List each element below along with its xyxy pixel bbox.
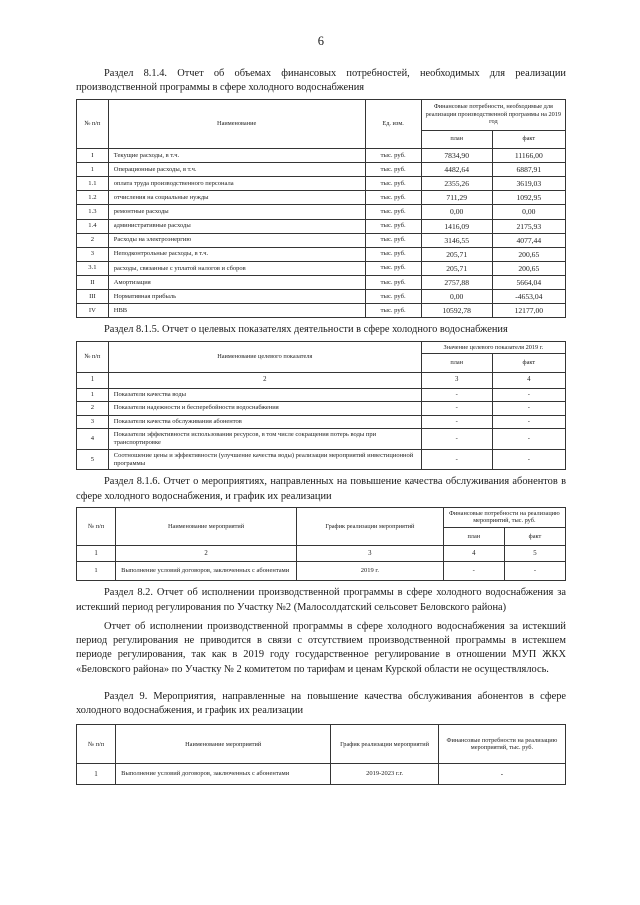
cell-name: НВВ xyxy=(108,304,365,318)
page-number: 6 xyxy=(317,34,325,48)
cell-plan: - xyxy=(421,449,492,470)
cell-no: 3.1 xyxy=(77,261,109,275)
cell-name: отчисления на социальные нужды xyxy=(108,191,365,205)
cell-schedule: 2019 г. xyxy=(297,562,444,581)
col-header-plan: план xyxy=(421,130,492,149)
cell-plan: 1416,09 xyxy=(421,219,492,233)
col-header-plan: план xyxy=(443,527,504,546)
cell-unit: тыс. руб. xyxy=(365,205,421,219)
col-header-fact: факт xyxy=(492,130,565,149)
cell-unit: тыс. руб. xyxy=(365,191,421,205)
cell-colnum-2: 2 xyxy=(108,372,421,388)
cell-colnum-4: 4 xyxy=(443,546,504,562)
table-row xyxy=(77,415,566,429)
col-header-fact: факт xyxy=(504,527,565,546)
cell-fact: 0,00 xyxy=(492,205,565,219)
cell-plan: 2355,26 xyxy=(421,177,492,191)
section-8-1-4-heading: Раздел 8.1.4. Отчет об объемах финансовых потребностей, необходимых для реализации производственной программы в сфере холодного водоснабжения xyxy=(76,68,566,94)
cell-fact: 3619,03 xyxy=(492,177,565,191)
cell-no: IV xyxy=(77,304,109,318)
table-row xyxy=(77,219,566,233)
table-row xyxy=(77,562,566,581)
cell-unit: тыс. руб. xyxy=(365,304,421,318)
cell-no: 1 xyxy=(77,163,109,177)
cell-plan: 7834,90 xyxy=(421,149,492,163)
cell-fact: 11166,00 xyxy=(492,149,565,163)
cell-name: Расходы на электроэнергию xyxy=(108,233,365,247)
cell-unit: тыс. руб. xyxy=(365,247,421,261)
col-header-schedule: График реализации мероприятий xyxy=(331,725,439,764)
cell-plan: 10592,78 xyxy=(421,304,492,318)
table-row xyxy=(77,261,566,275)
cell-plan: - xyxy=(421,415,492,429)
cell-name: Показатели эффективности использования ресурсов, в том числе сокращения потерь воды при транспортировке xyxy=(108,429,421,450)
column-numbering-row xyxy=(77,546,566,562)
cell-plan: - xyxy=(421,388,492,402)
cell-name: Текущие расходы, в т.ч. xyxy=(108,149,365,163)
col-header-name: Наименование целевого показателя xyxy=(108,341,421,372)
col-header-name: Наименование мероприятий xyxy=(116,507,297,546)
cell-fact: 4077,44 xyxy=(492,233,565,247)
section-8-2-body: Отчет об исполнении производственной программы в сфере холодного водоснабжения за истекший период регулирования не приводится в связи с отсутствием производственной программы в истекшем периоде регулирования, так как в 2019 году государственное регулирование в отношении МУП ЖКХ «Беловского района» по Участку № 2 комитетом по тарифам и ценам Курской области не осуществлялось. xyxy=(76,620,566,675)
cell-name: Показатели качества воды xyxy=(108,388,421,402)
cell-name: административные расходы xyxy=(108,219,365,233)
cell-name: Показатели надежности и бесперебойности водоснабжения xyxy=(108,402,421,416)
col-header-no: № п/п xyxy=(77,99,109,149)
table-row xyxy=(77,429,566,450)
cell-no: 1.2 xyxy=(77,191,109,205)
cell-no: 2 xyxy=(77,402,109,416)
table-row xyxy=(77,388,566,402)
cell-name: Амортизация xyxy=(108,275,365,289)
col-header-no: № п/п xyxy=(77,507,116,546)
cell-unit: тыс. руб. xyxy=(365,149,421,163)
cell-plan: 0,00 xyxy=(421,290,492,304)
cell-colnum-1: 1 xyxy=(77,372,109,388)
cell-plan: 0,00 xyxy=(421,205,492,219)
cell-unit: тыс. руб. xyxy=(365,275,421,289)
cell-unit: тыс. руб. xyxy=(365,261,421,275)
cell-plan: 711,29 xyxy=(421,191,492,205)
table-row xyxy=(77,149,566,163)
table-row xyxy=(77,191,566,205)
column-numbering-row xyxy=(77,372,566,388)
cell-name: Нормативная прибыль xyxy=(108,290,365,304)
cell-fact: - xyxy=(492,388,565,402)
cell-no: 1.3 xyxy=(77,205,109,219)
col-header-finance: Финансовые потребности на реализацию мероприятий, тыс. руб. xyxy=(443,507,565,527)
cell-fact: -4653,04 xyxy=(492,290,565,304)
cell-fact: 200,65 xyxy=(492,247,565,261)
section-8-1-6-heading: Раздел 8.1.6. Отчет о мероприятиях, направленных на повышение качества обслуживания абонентов в сфере холодного водоснабжения, и график их реализации xyxy=(76,476,566,502)
cell-fact: - xyxy=(492,449,565,470)
cell-name: Операционные расходы, в т.ч. xyxy=(108,163,365,177)
col-header-fact: факт xyxy=(492,354,565,373)
table-service-quality-measures-body xyxy=(77,562,566,581)
cell-no: 1.4 xyxy=(77,219,109,233)
cell-fact: 6887,91 xyxy=(492,163,565,177)
col-header-finance: Финансовые потребности, необходимые для реализации производственной программы на 2019 год xyxy=(421,99,565,130)
cell-unit: тыс. руб. xyxy=(365,163,421,177)
cell-fact: 12177,00 xyxy=(492,304,565,318)
cell-unit: тыс. руб. xyxy=(365,290,421,304)
cell-name: Неподконтрольные расходы, в т.ч. xyxy=(108,247,365,261)
table-row xyxy=(77,449,566,470)
cell-plan: - xyxy=(421,429,492,450)
table-row xyxy=(77,205,566,219)
table-row xyxy=(77,290,566,304)
col-header-name: Наименование xyxy=(108,99,365,149)
table-financial-needs-body xyxy=(77,149,566,318)
table-row xyxy=(77,304,566,318)
cell-colnum-2: 2 xyxy=(116,546,297,562)
table-row xyxy=(77,163,566,177)
section-8-2-heading: Раздел 8.2. Отчет об исполнении производственной программы в сфере холодного водоснабжения за истекший период регулирования по Участку №2 (Малосолдатский сельсовет Беловского района) xyxy=(76,587,566,613)
section-9-heading: Раздел 9. Мероприятия, направленные на повышение качества обслуживания абонентов в сфере холодного водоснабжения, и график их реализации xyxy=(76,690,566,717)
cell-fact: 200,65 xyxy=(492,261,565,275)
cell-plan: 3146,55 xyxy=(421,233,492,247)
table-row xyxy=(77,402,566,416)
col-header-schedule: График реализации мероприятий xyxy=(297,507,444,546)
cell-name: Выполнение условий договоров, заключенных с абонентами xyxy=(116,764,331,785)
cell-plan: 4482,64 xyxy=(421,163,492,177)
cell-unit: тыс. руб. xyxy=(365,177,421,191)
cell-no: I xyxy=(77,149,109,163)
cell-colnum-3: 3 xyxy=(421,372,492,388)
cell-no: 4 xyxy=(77,429,109,450)
col-header-no: № п/п xyxy=(77,341,109,372)
cell-name: Показатели качества обслуживания абонентов xyxy=(108,415,421,429)
cell-fact: 1092,95 xyxy=(492,191,565,205)
section-8-1-5-heading: Раздел 8.1.5. Отчет о целевых показателях деятельности в сфере холодного водоснабжения xyxy=(104,324,508,336)
col-header-finance: Финансовые потребности на реализацию мероприятий, тыс. руб. xyxy=(438,725,565,764)
cell-fact: 5664,04 xyxy=(492,275,565,289)
col-header-no: № п/п xyxy=(77,725,116,764)
cell-fact: 2175,93 xyxy=(492,219,565,233)
cell-fact: - xyxy=(492,415,565,429)
cell-name: оплата труда производственного персонала xyxy=(108,177,365,191)
table-row xyxy=(77,177,566,191)
cell-no: 2 xyxy=(77,233,109,247)
table-row xyxy=(77,764,566,785)
col-header-target-value: Значение целевого показателя 2019 г. xyxy=(421,341,565,354)
col-header-plan: план xyxy=(421,354,492,373)
cell-no: 1.1 xyxy=(77,177,109,191)
table-financial-needs xyxy=(76,99,566,319)
col-header-unit: Ед. изм. xyxy=(365,99,421,149)
cell-unit: тыс. руб. xyxy=(365,233,421,247)
cell-no: 3 xyxy=(77,247,109,261)
table-row xyxy=(77,247,566,261)
cell-no: 1 xyxy=(77,388,109,402)
cell-fact: - xyxy=(492,429,565,450)
cell-finance: - xyxy=(438,764,565,785)
cell-no: 5 xyxy=(77,449,109,470)
cell-colnum-3: 3 xyxy=(297,546,444,562)
cell-plan: 205,71 xyxy=(421,261,492,275)
cell-no: II xyxy=(77,275,109,289)
cell-schedule: 2019-2023 г.г. xyxy=(331,764,439,785)
cell-colnum-4: 4 xyxy=(492,372,565,388)
cell-fact: - xyxy=(504,562,565,581)
cell-plan: 2757,88 xyxy=(421,275,492,289)
cell-name: расходы, связанные с уплатой налогов и сборов xyxy=(108,261,365,275)
cell-colnum-5: 5 xyxy=(504,546,565,562)
cell-no: 1 xyxy=(77,562,116,581)
table-service-quality-measures xyxy=(76,507,566,582)
cell-no: 1 xyxy=(77,764,116,785)
cell-colnum-1: 1 xyxy=(77,546,116,562)
table-row xyxy=(77,233,566,247)
table-section9-measures-body xyxy=(77,764,566,785)
cell-fact: - xyxy=(492,402,565,416)
table-row xyxy=(77,275,566,289)
col-header-name: Наименование мероприятий xyxy=(116,725,331,764)
cell-name: ремонтные расходы xyxy=(108,205,365,219)
cell-unit: тыс. руб. xyxy=(365,219,421,233)
cell-name: Соотношение цены и эффективности (улучшение качества воды) реализации мероприятий инвестиционной программы xyxy=(108,449,421,470)
table-target-indicators-body xyxy=(77,388,566,470)
cell-name: Выполнение условий договоров, заключенных с абонентами xyxy=(116,562,297,581)
cell-plan: - xyxy=(421,402,492,416)
table-section9-measures xyxy=(76,724,566,785)
cell-no: III xyxy=(77,290,109,304)
cell-no: 3 xyxy=(77,415,109,429)
cell-plan: - xyxy=(443,562,504,581)
cell-plan: 205,71 xyxy=(421,247,492,261)
table-target-indicators xyxy=(76,341,566,471)
